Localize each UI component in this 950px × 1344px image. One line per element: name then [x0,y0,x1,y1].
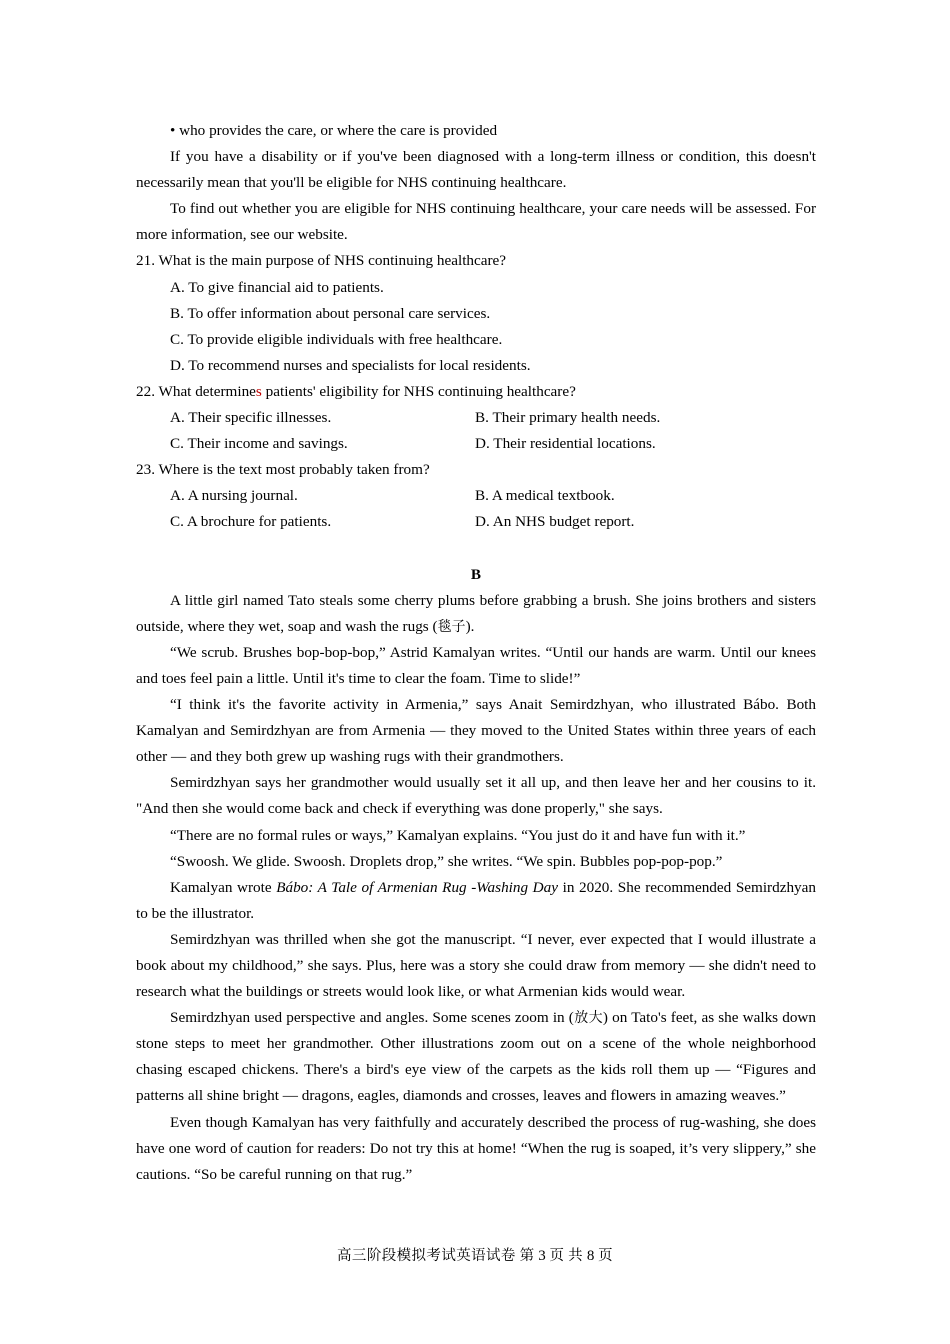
section-b-paragraph-3: “I think it's the favorite activity in Armenia,” says Anait Semirdzhyan, who illustrated Bábo. Both Kamalyan and Semirdzhyan are from Armenia — they moved to the United States within three years of each other — and they both grew up washing rugs with their grandmothers. [136,696,816,766]
question-22-text-before-edit: What determine [158,382,256,400]
question-23-option-b[interactable]: B. A medical textbook. [475,487,615,505]
footer-total-pages: 8 [586,1248,595,1264]
question-23-option-row-1 [136,483,816,509]
question-22-option-a[interactable]: A. Their specific illnesses. [170,409,332,427]
question-22-option-row-2 [136,431,816,457]
section-b-paragraph-6: “Swoosh. We glide. Swoosh. Droplets drop,” she writes. “We spin. Bubbles pop-pop-pop.” [170,852,723,870]
section-b-p1-gloss: 毯子 [437,618,466,635]
section-b-p9-after-gloss: ) on Tato's feet, as she walks down stone steps to meet her grandmother. Other illustrations zoom out on a scene of the whole neighborhood chasing escaped chickens. There's a bird's eye view of the carpets as the kids roll them up — “Figures and patterns all shine bright — dragons, eagles, diamonds and crosses, leaves and flowers in amazing weaves.” [136,1009,816,1105]
section-b-p1-before-gloss: A little girl named Tato steals some cherry plums before grabbing a brush. She joins brothers and sisters outside, where they wet, soap and wash the rugs ( [136,591,816,635]
spacer-before-section-b [136,536,816,562]
question-21-option-d[interactable]: D. To recommend nurses and specialists for local residents. [170,356,531,374]
passage-a-paragraph-2: To find out whether you are eligible for NHS continuing healthcare, your care needs will be assessed. For more information, see our website. [136,200,816,244]
section-b-paragraph-7 [136,875,816,927]
footer-page-prefix: 第 [519,1248,535,1264]
passage-a-paragraph-1: If you have a disability or if you've been diagnosed with a long-term illness or condition, this doesn't necessarily mean that you'll be eligible for NHS continuing healthcare. [136,148,816,192]
section-b-paragraph-2: “We scrub. Brushes bop-bop-bop,” Astrid Kamalyan writes. “Until our hands are warm. Until our knees and toes feel pain a little. Until it's time to clear the foam. Time to slide!” [136,643,816,687]
question-23-text: Where is the text most probably taken from? [158,461,430,479]
section-b-heading: B [470,565,482,583]
section-b-p9-before-gloss: Semirdzhyan used perspective and angles. Some scenes zoom in ( [170,1009,574,1027]
section-b-p7-after-title: in 2020. She recommended Semirdzhyan to be the illustrator. [136,878,816,922]
question-21-option-b[interactable]: B. To offer information about personal care services. [170,304,491,322]
question-23-option-c[interactable]: C. A brochure for patients. [170,513,332,531]
question-23-option-a[interactable]: A. A nursing journal. [170,487,298,505]
section-b-paragraph-5: “There are no formal rules or ways,” Kamalyan explains. “You just do it and have fun with it.” [170,826,746,844]
section-b-paragraph-1 [136,588,816,640]
footer-exam-title: 高三阶段模拟考试英语试卷 [337,1248,516,1264]
question-23-stem [136,457,816,483]
question-22-number: 22. [136,382,155,400]
question-21-stem [136,248,816,274]
bullet-line: • who provides the care, or where the care is provided [170,122,498,139]
page-content [136,118,816,1188]
question-23-number: 23. [136,461,155,479]
section-b-p9-gloss: 放大 [573,1010,603,1027]
question-21-option-c[interactable]: C. To provide eligible individuals with free healthcare. [170,330,503,348]
question-22-text-after-edit: patients' eligibility for NHS continuing healthcare? [261,382,576,400]
question-23-option-d[interactable]: D. An NHS budget report. [475,513,635,531]
section-b-p1-after-gloss: ). [465,617,475,635]
section-b-p7-before-title: Kamalyan wrote [170,878,277,896]
question-22-option-c[interactable]: C. Their income and savings. [170,435,348,453]
section-b-paragraph-4: Semirdzhyan says her grandmother would usually set it all up, and then leave her and her cousins to it. "And then she would come back and check if everything was done properly," she says. [136,774,816,818]
footer-page-number: 3 [538,1248,546,1264]
footer-total-unit: 页 [598,1248,613,1264]
question-22-stem [136,379,816,405]
question-21-number: 21. [136,252,155,270]
page-footer [0,1245,950,1267]
section-b-paragraph-8: Semirdzhyan was thrilled when she got the manuscript. “I never, ever expected that I would illustrate a book about my childhood,” she says. Plus, here was a story she could draw from memory — she didn't need to research what the buildings or streets would look like, or what Armenian kids would wear. [136,930,816,1001]
question-22-option-row-1 [136,405,816,431]
footer-total-prefix: 共 [568,1248,584,1264]
section-b-paragraph-9 [136,1005,816,1109]
question-21-option-a[interactable]: A. To give financial aid to patients. [170,278,384,296]
section-b-paragraph-10: Even though Kamalyan has very faithfully and accurately described the process of rug-washing, she does have one word of caution for readers: Do not try this at home! “When the rug is soaped, it’s very slippery,” she cautions. “So be careful running on that rug.” [136,1113,816,1183]
question-21-text: What is the main purpose of NHS continuing healthcare? [158,252,507,270]
question-22-option-d[interactable]: D. Their residential locations. [475,435,656,453]
footer-page-unit: 页 [549,1248,565,1264]
question-22-option-b[interactable]: B. Their primary health needs. [475,409,661,427]
question-22-edit-mark: s [255,382,262,400]
question-23-option-row-2 [136,509,816,535]
book-title: Bábo: A Tale of Armenian Rug -Washing Day [276,878,558,896]
